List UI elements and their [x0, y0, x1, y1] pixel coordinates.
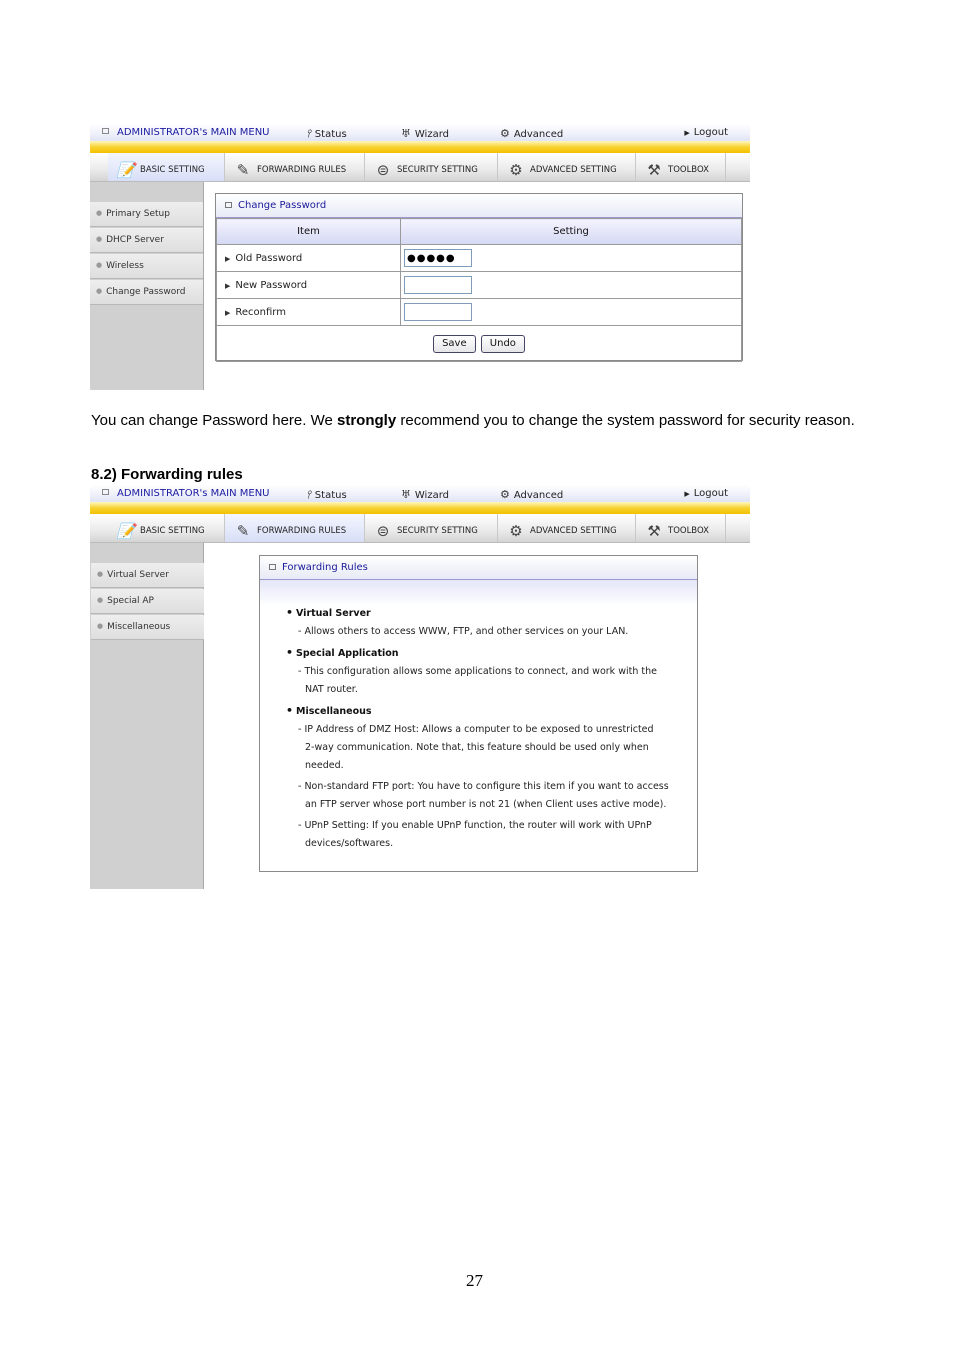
status-link[interactable]: ⫯ Status — [306, 488, 347, 501]
bullet-icon: ● — [97, 622, 104, 630]
arrow-right-icon: ▶ — [225, 254, 231, 263]
bullet-icon: • — [286, 606, 294, 619]
column-header-item: Item — [217, 219, 401, 245]
bullet-icon: ● — [96, 261, 103, 269]
forwarding-rules-screenshot — [90, 485, 750, 889]
tab-advanced-setting[interactable]: ⚙ ADVANCED SETTING — [498, 153, 636, 181]
yellow-divider — [90, 502, 750, 514]
advanced-icon: ⚙ — [500, 127, 510, 140]
sidebar — [90, 543, 204, 889]
advanced-icon: ⚙ — [500, 488, 510, 501]
sidebar-item-miscellaneous[interactable]: ● Miscellaneous — [91, 615, 204, 640]
miscellaneous-heading: • Miscellaneous — [286, 704, 372, 717]
old-password-field[interactable] — [404, 249, 472, 267]
list-item: - IP Address of DMZ Host: Allows a computer to be exposed to unrestricted — [298, 724, 654, 735]
status-link[interactable]: ⫯ Status — [306, 127, 347, 140]
list-item: - Non-standard FTP port: You have to configure this item if you want to access — [298, 781, 669, 792]
top-menu-bar — [90, 124, 750, 141]
table-row — [217, 245, 742, 272]
advanced-setting-icon: ⚙ — [509, 522, 523, 540]
tab-security-setting[interactable]: ⊜ SECURITY SETTING — [365, 153, 498, 181]
save-button[interactable]: Save — [433, 335, 476, 353]
arrow-right-icon: ▶ — [225, 281, 231, 290]
old-password-label: ▶ Old Password — [217, 245, 401, 272]
tab-security-setting[interactable]: ⊜ SECURITY SETTING — [365, 514, 498, 542]
advanced-setting-icon: ⚙ — [509, 161, 523, 179]
panel-title: Forwarding Rules — [260, 556, 697, 580]
tab-forwarding-rules[interactable]: ✎ FORWARDING RULES — [225, 514, 365, 542]
security-setting-icon: ⊜ — [376, 161, 390, 179]
menu-square-icon — [102, 128, 109, 134]
toolbox-icon: ⚒ — [647, 522, 661, 540]
status-icon: ⫯ — [306, 127, 311, 140]
sidebar-item-special-ap[interactable]: ● Special AP — [91, 589, 204, 614]
advanced-link[interactable]: ⚙ Advanced — [500, 488, 564, 501]
wizard-icon: ♅ — [401, 488, 411, 501]
tab-basic-setting[interactable]: 📝 BASIC SETTING — [108, 153, 225, 181]
panel-square-icon — [225, 202, 232, 208]
wizard-link[interactable]: ♅ Wizard — [401, 127, 449, 140]
forwarding-rules-icon: ✎ — [236, 161, 250, 179]
admin-main-menu[interactable]: ADMINISTRATOR's MAIN MENU — [102, 127, 270, 138]
forwarding-rules-icon: ✎ — [236, 522, 250, 540]
description-paragraph: You can change Password here. We strongly recommend you to change the system password for security reason. — [91, 412, 855, 429]
special-application-heading: • Special Application — [286, 646, 399, 659]
rules-description — [260, 606, 697, 853]
security-setting-icon: ⊜ — [376, 522, 390, 540]
bullet-icon: ● — [97, 596, 104, 604]
undo-button[interactable]: Undo — [481, 335, 525, 353]
list-item: - UPnP Setting: If you enable UPnP function, the router will work with UPnP — [298, 820, 652, 831]
tab-forwarding-rules[interactable]: ✎ FORWARDING RULES — [225, 153, 365, 181]
main-tabs — [90, 153, 750, 182]
list-item: - This configuration allows some applications to connect, and work with the — [298, 666, 657, 677]
list-item: needed. — [305, 760, 344, 771]
sidebar-item-dhcp-server[interactable]: ● DHCP Server — [90, 228, 203, 253]
panel-square-icon — [269, 564, 276, 570]
basic-setting-icon: 📝 — [116, 161, 136, 179]
new-password-label: ▶ New Password — [217, 272, 401, 299]
virtual-server-heading: • Virtual Server — [286, 606, 371, 619]
bullet-icon: ● — [96, 209, 103, 217]
sidebar-item-wireless[interactable]: ● Wireless — [90, 254, 203, 279]
advanced-link[interactable]: ⚙ Advanced — [500, 127, 564, 140]
tab-advanced-setting[interactable]: ⚙ ADVANCED SETTING — [498, 514, 636, 542]
forwarding-rules-panel — [259, 555, 698, 872]
sidebar-item-change-password[interactable]: ● Change Password — [90, 280, 203, 305]
sidebar — [90, 182, 204, 390]
change-password-panel — [215, 193, 743, 361]
bullet-icon: ● — [96, 235, 103, 243]
arrow-right-icon: ▶ — [684, 129, 690, 137]
new-password-field[interactable] — [404, 276, 472, 294]
top-menu-bar — [90, 485, 750, 502]
panel-title: Change Password — [216, 194, 742, 218]
yellow-divider — [90, 141, 750, 153]
wizard-link[interactable]: ♅ Wizard — [401, 488, 449, 501]
list-item: devices/softwares. — [305, 838, 394, 849]
menu-square-icon — [102, 489, 109, 495]
logout-link[interactable]: ▶ Logout — [684, 488, 728, 499]
table-row — [217, 299, 742, 326]
tab-toolbox[interactable]: ⚒ TOOLBOX — [636, 153, 726, 181]
arrow-right-icon: ▶ — [684, 490, 690, 498]
list-item: 2-way communication. Note that, this feature should be used only when — [305, 742, 649, 753]
list-item: NAT router. — [305, 684, 358, 695]
toolbox-icon: ⚒ — [647, 161, 661, 179]
sidebar-item-primary-setup[interactable]: ● Primary Setup — [90, 202, 203, 227]
list-item: - Allows others to access WWW, FTP, and other services on your LAN. — [298, 626, 629, 637]
reconfirm-field[interactable] — [404, 303, 472, 321]
password-table — [216, 218, 742, 362]
list-item: an FTP server whose port number is not 21 (when Client uses active mode). — [305, 799, 667, 810]
admin-main-menu[interactable]: ADMINISTRATOR's MAIN MENU — [102, 488, 270, 499]
reconfirm-label: ▶ Reconfirm — [217, 299, 401, 326]
bullet-icon: ● — [96, 287, 103, 295]
wizard-icon: ♅ — [401, 127, 411, 140]
bullet-icon: ● — [97, 570, 104, 578]
basic-setting-icon: 📝 — [116, 522, 136, 540]
page-number: 27 — [466, 1271, 483, 1290]
logout-link[interactable]: ▶ Logout — [684, 127, 728, 138]
arrow-right-icon: ▶ — [225, 308, 231, 317]
column-header-setting: Setting — [401, 219, 742, 245]
table-row — [217, 272, 742, 299]
sidebar-item-virtual-server[interactable]: ● Virtual Server — [91, 563, 204, 588]
bullet-icon: • — [286, 646, 294, 659]
bullet-icon: • — [286, 704, 294, 717]
change-password-screenshot — [90, 124, 750, 390]
tab-basic-setting[interactable]: 📝 BASIC SETTING — [108, 514, 225, 542]
section-heading: 8.2) Forwarding rules — [91, 466, 243, 483]
tab-toolbox[interactable]: ⚒ TOOLBOX — [636, 514, 726, 542]
status-icon: ⫯ — [306, 488, 311, 501]
main-tabs — [90, 514, 750, 543]
